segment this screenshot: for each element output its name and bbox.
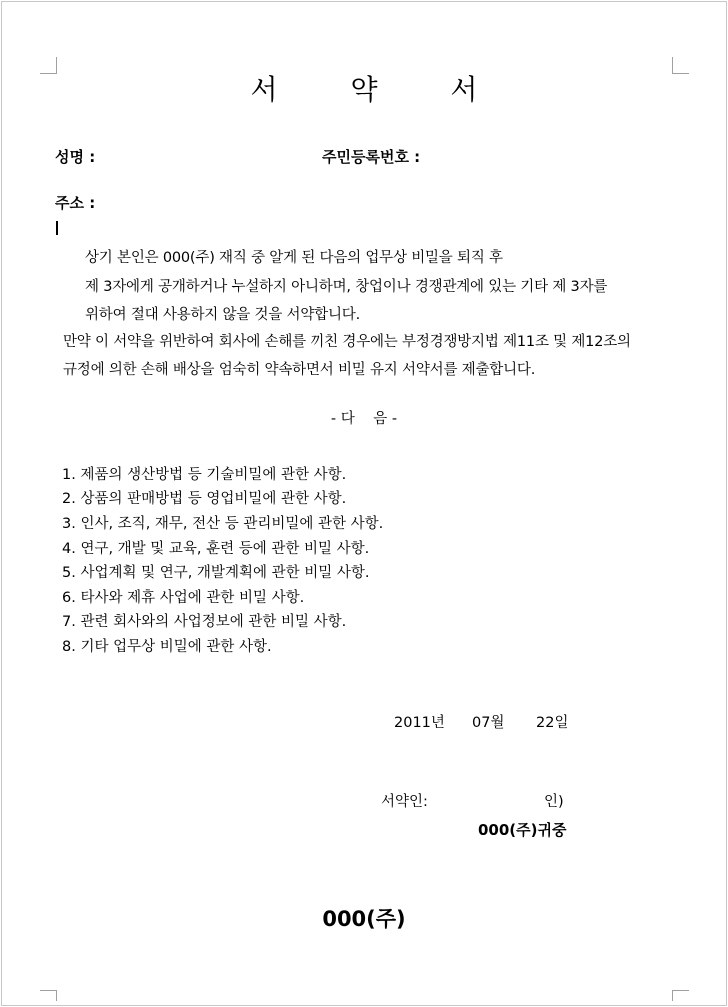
- list-item-2: 2. 상품의 판매방법 등 영업비밀에 관한 사항.: [62, 491, 347, 507]
- recipient-line: 000(주)귀중: [478, 821, 567, 839]
- list-item-3: 3. 인사, 조직, 재무, 전산 등 관리비밀에 관한 사항.: [62, 516, 384, 532]
- rrn-label: 주민등록번호 :: [322, 148, 421, 166]
- seal-mark: 인): [544, 794, 564, 810]
- date-year: 2011년: [394, 715, 445, 731]
- list-item-5: 5. 사업계획 및 연구, 개발계획에 관한 비밀 사항.: [62, 565, 370, 581]
- company-name: 000(주): [322, 907, 406, 931]
- document-title: 서 약 서: [250, 73, 510, 106]
- text-cursor[interactable]: [56, 221, 58, 235]
- signer-label: 서약인:: [381, 794, 428, 810]
- crop-mark-bottom-left: [40, 990, 57, 1001]
- list-item-7: 7. 관련 회사와의 사업정보에 관한 비밀 사항.: [62, 614, 347, 630]
- crop-mark-bottom-right: [672, 990, 689, 1001]
- body-line-3: 위하여 절대 사용하지 않을 것을 서약합니다.: [85, 307, 360, 323]
- address-label: 주소 :: [55, 194, 96, 212]
- body-line-4: 만약 이 서약을 위반하여 회사에 손해를 끼친 경우에는 부정경쟁방지법 제11조 및 제12조의: [63, 334, 631, 350]
- date-month: 07월: [472, 715, 505, 731]
- list-item-4: 4. 연구, 개발 및 교육, 훈련 등에 관한 비밀 사항.: [62, 541, 370, 557]
- list-item-1: 1. 제품의 생산방법 등 기술비밀에 관한 사항.: [62, 467, 347, 483]
- body-line-5: 규정에 의한 손해 배상을 엄숙히 약속하면서 비밀 유지 서약서를 제출합니다.: [63, 362, 536, 378]
- name-label: 성명 :: [55, 148, 96, 166]
- body-line-2: 제 3자에게 공개하거나 누설하지 아니하며, 창업이나 경쟁관계에 있는 기타 제 3자를: [85, 279, 608, 295]
- list-item-6: 6. 타사와 제휴 사업에 관한 비밀 사항.: [62, 590, 305, 606]
- date-day: 22일: [536, 715, 569, 731]
- list-item-8: 8. 기타 업무상 비밀에 관한 사항.: [62, 639, 272, 655]
- body-line-1: 상기 본인은 000(주) 재직 중 알게 된 다음의 업무상 비밀을 퇴직 후: [85, 250, 503, 266]
- section-heading: - 다 음 -: [330, 411, 398, 427]
